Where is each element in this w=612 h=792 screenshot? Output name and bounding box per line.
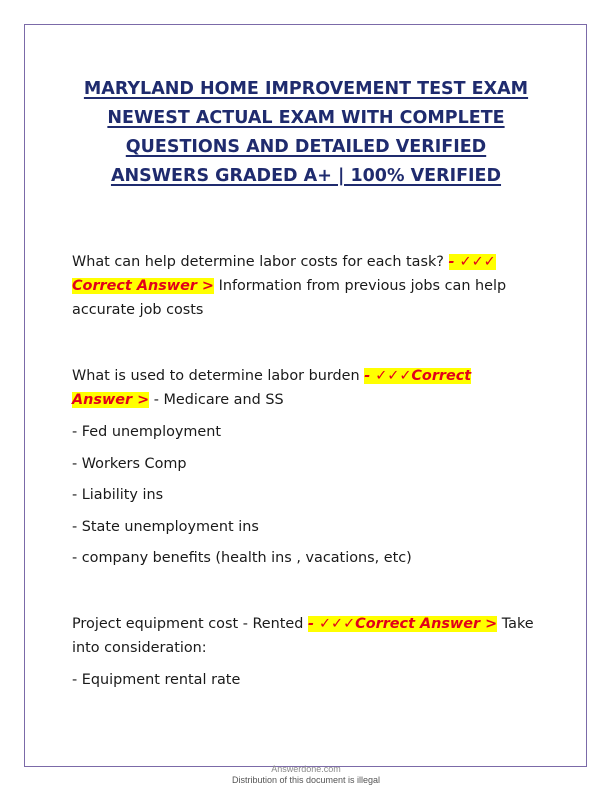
answer-marker: - ✓✓✓Correct xyxy=(364,368,472,384)
answer-text: into consideration: xyxy=(72,640,207,656)
answer-marker: Answer > xyxy=(72,392,150,408)
question-1 xyxy=(72,252,496,272)
question-text: What is used to determine labor burden xyxy=(72,368,365,384)
list-item: - Fed unemployment xyxy=(72,424,222,440)
answer-text: accurate job costs xyxy=(72,302,204,318)
question-text: Project equipment cost - Rented xyxy=(72,616,308,632)
document-title xyxy=(40,75,572,191)
answer-marker: - ✓✓✓ xyxy=(448,254,496,270)
footer-notice: Distribution of this document is illegal xyxy=(231,775,381,785)
list-item: - State unemployment ins xyxy=(72,519,259,535)
question-text: What can help determine labor costs for each task? xyxy=(72,254,449,270)
title-line: NEWEST ACTUAL EXAM WITH COMPLETE xyxy=(107,108,505,128)
list-item: - Equipment rental rate xyxy=(72,672,241,688)
answer-text: - Medicare and SS xyxy=(149,392,284,408)
answer-marker: Correct Answer > xyxy=(72,278,214,294)
footer-site: Answerdone.com xyxy=(271,764,341,774)
question-2 xyxy=(72,366,471,386)
answer-2 xyxy=(72,390,284,410)
list-item: - Workers Comp xyxy=(72,456,187,472)
list-item: - company benefits (health ins , vacations, etc) xyxy=(72,550,412,566)
title-line: QUESTIONS AND DETAILED VERIFIED xyxy=(125,137,487,157)
answer-text: Information from previous jobs can help xyxy=(214,278,507,294)
title-line: MARYLAND HOME IMPROVEMENT TEST EXAM xyxy=(83,79,529,99)
answer-marker: - ✓✓✓Correct Answer > xyxy=(308,616,498,632)
answer-text: Take xyxy=(497,616,534,632)
title-line: ANSWERS GRADED A+ | 100% VERIFIED xyxy=(110,166,502,186)
list-item: - Liability ins xyxy=(72,487,164,503)
answer-1 xyxy=(72,276,506,296)
question-3 xyxy=(72,614,534,634)
